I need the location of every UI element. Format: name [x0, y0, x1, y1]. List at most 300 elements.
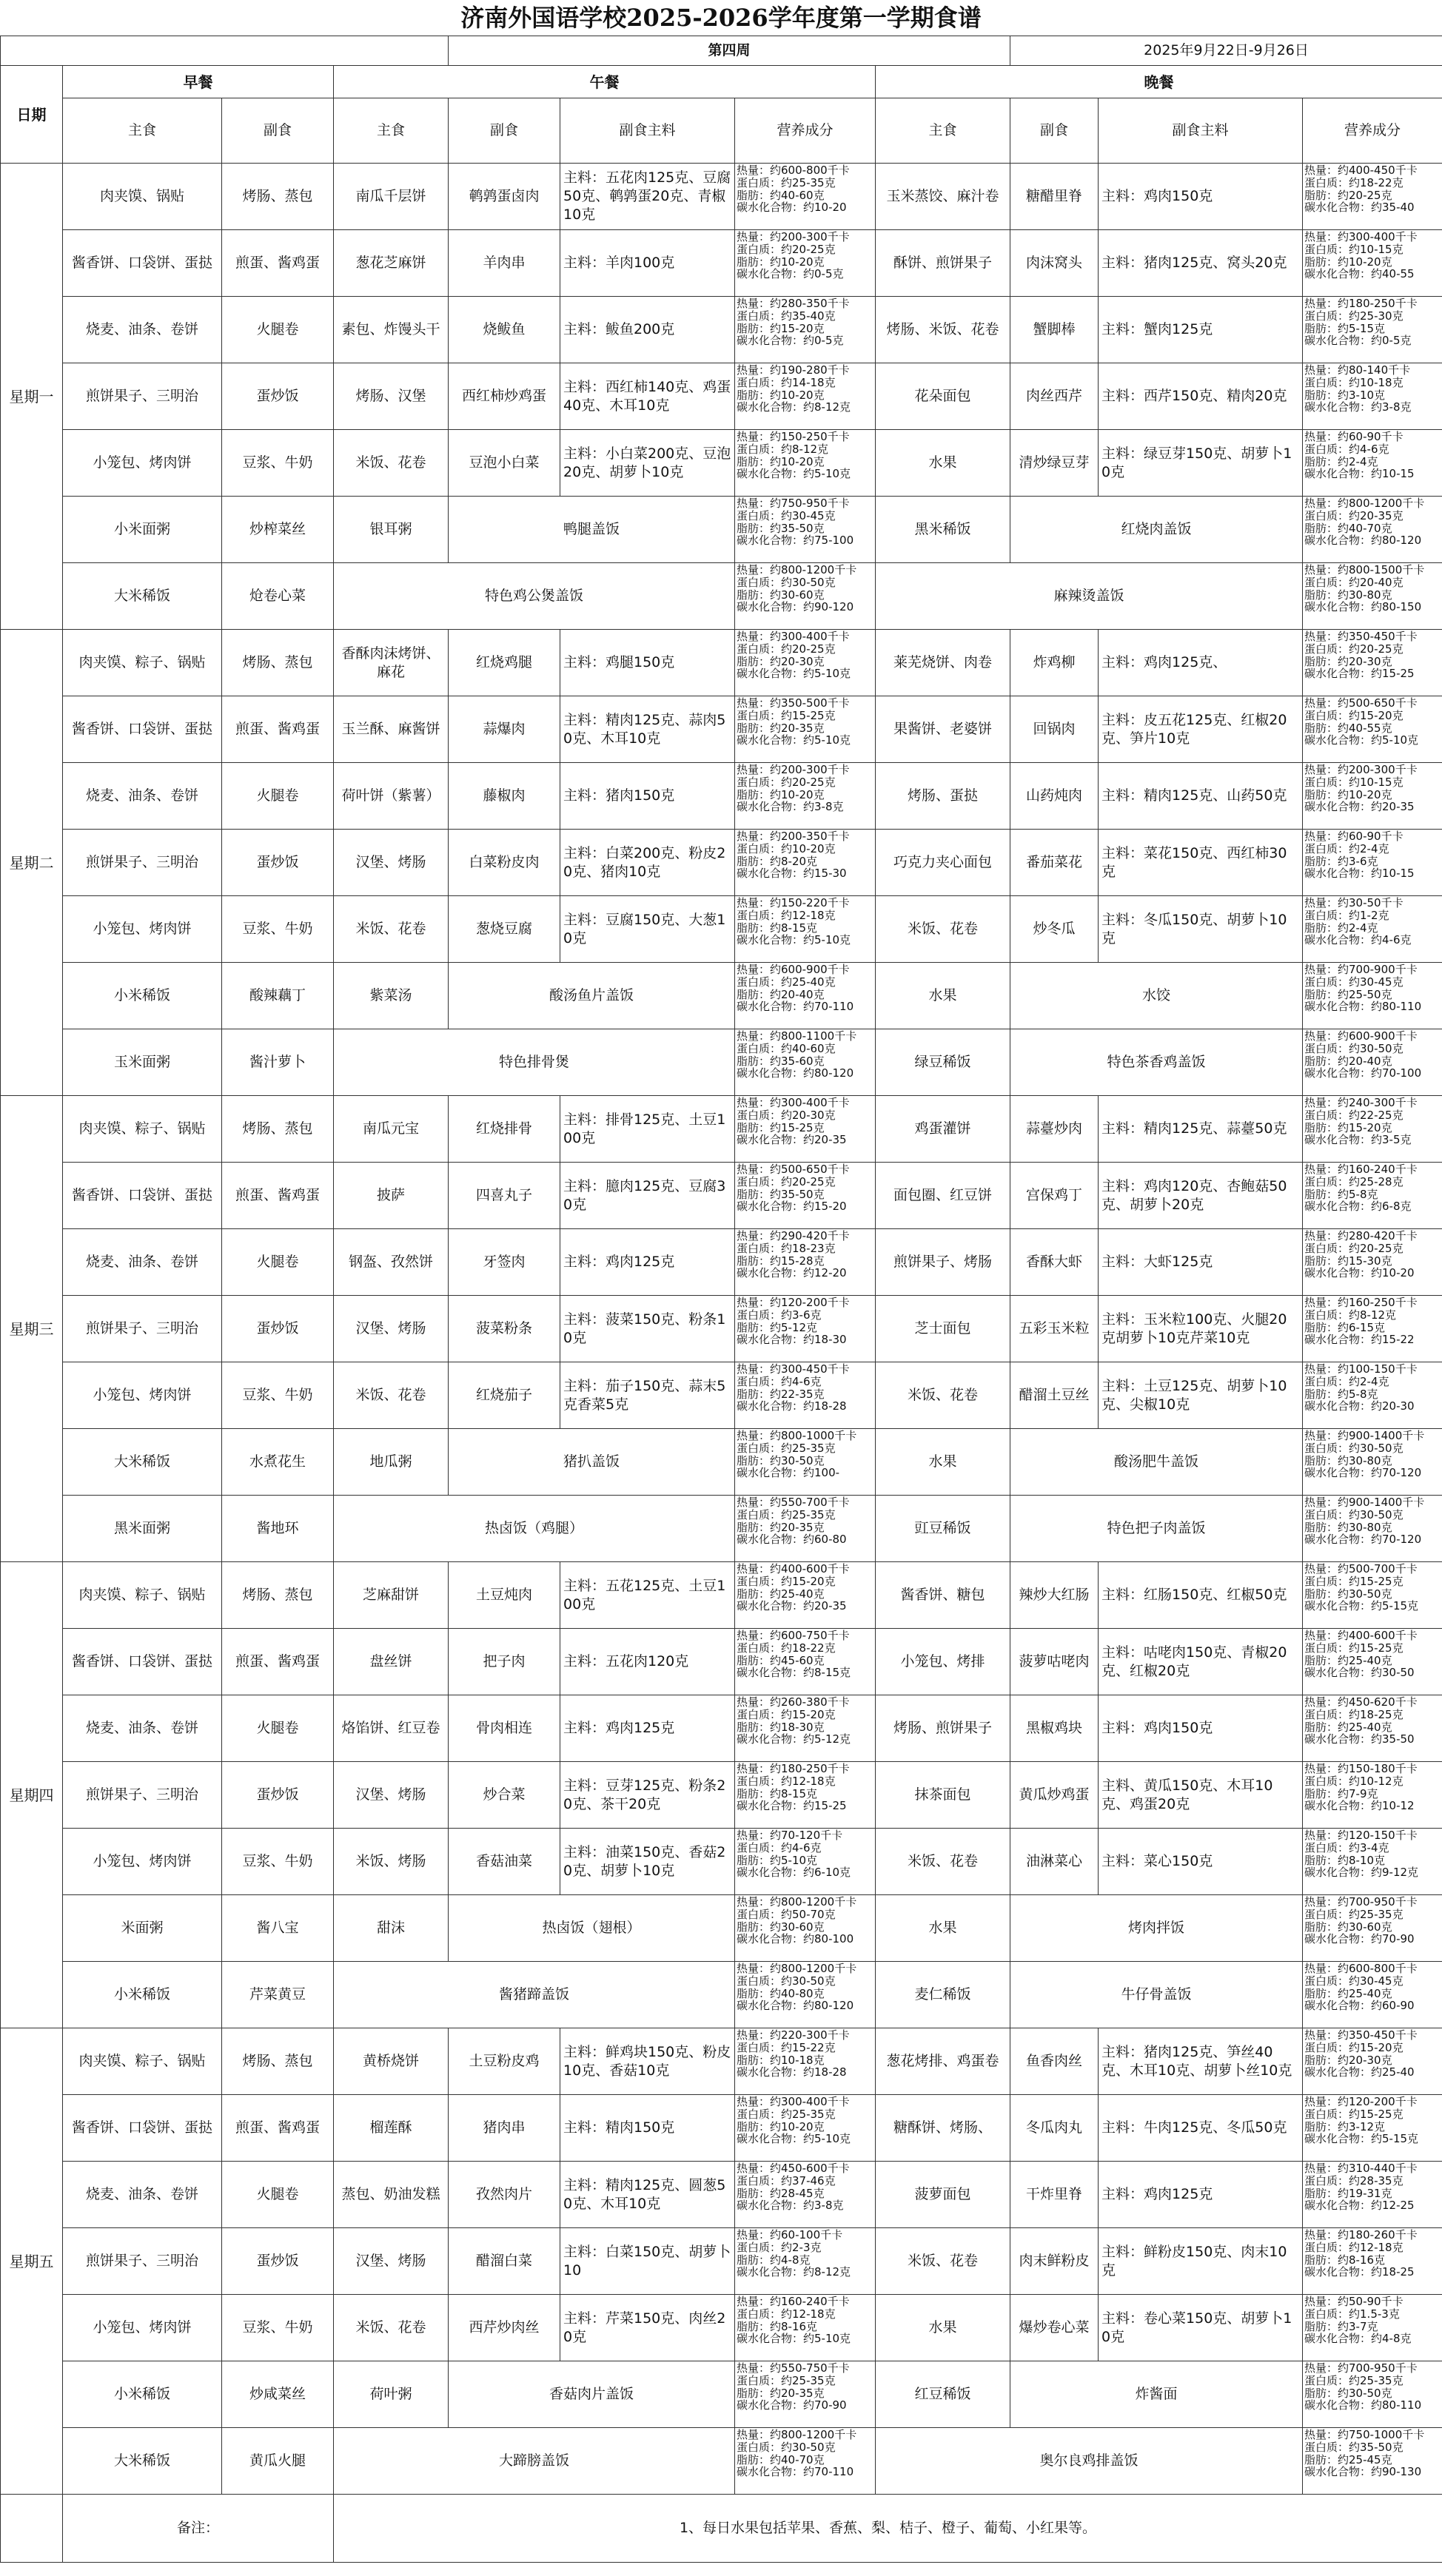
nutrition-line: 碳水化合物：约5-10克 — [737, 667, 851, 681]
nutrition-line: 热量：约280-420千卡 — [1304, 1229, 1418, 1242]
menu-row — [1, 430, 1442, 497]
breakfast-side: 蛋炒饭 — [222, 2228, 334, 2295]
dinner-staple: 绿豆稀饭 — [876, 1029, 1010, 1096]
dinner-set-meal: 麻辣烫盖饭 — [876, 563, 1303, 630]
lunch-nutrition — [735, 830, 876, 896]
dinner-side: 山药炖肉 — [1010, 763, 1099, 830]
nutrition-line: 脂肪：约8-20克 — [737, 854, 818, 868]
dinner-set-meal: 炸酱面 — [1010, 2361, 1303, 2428]
nutrition-line: 热量：约900-1400千卡 — [1304, 1429, 1425, 1442]
nutrition-line: 碳水化合物：约8-12克 — [737, 400, 851, 414]
lunch-side: 西红柿炒鸡蛋 — [449, 363, 560, 430]
nutrition-line: 脂肪：约10-20克 — [737, 388, 825, 402]
remarks-row — [1, 2495, 1442, 2563]
nutrition-line: 碳水化合物：约60-80 — [737, 1533, 847, 1547]
dinner-nutrition — [1303, 1429, 1442, 1496]
breakfast-side: 烤肠、蒸包 — [222, 164, 334, 230]
nutrition-line: 脂肪：约45-60克 — [737, 1653, 825, 1667]
column-header-row — [1, 98, 1442, 164]
breakfast-staple: 小笼包、烤肉饼 — [63, 1829, 222, 1895]
nutrition-line: 碳水化合物：约18-28 — [737, 2065, 847, 2079]
nutrition-line: 蛋白质：约20-25克 — [737, 642, 836, 656]
nutrition-line: 蛋白质：约12-18克 — [1304, 2240, 1404, 2254]
nutrition-line: 碳水化合物：约5-10克 — [737, 933, 851, 947]
dinner-set-meal: 奥尔良鸡排盖饭 — [876, 2428, 1303, 2495]
breakfast-staple: 烧麦、油条、卷饼 — [63, 2162, 222, 2228]
breakfast-side: 炒咸菜丝 — [222, 2361, 334, 2428]
lunch-main-ingredients: 主料：鲅鱼200克 — [560, 297, 735, 363]
dinner-staple: 烤肠、米饭、花卷 — [876, 297, 1010, 363]
lunch-nutrition — [735, 630, 876, 696]
nutrition-line: 碳水化合物：约5-12克 — [737, 1732, 851, 1746]
nutrition-line: 热量：约600-800千卡 — [737, 164, 850, 177]
lunch-staple: 米饭、花卷 — [334, 1362, 449, 1429]
lunch-nutrition — [735, 2228, 876, 2295]
nutrition-line: 蛋白质：约4-6克 — [1304, 442, 1389, 456]
lunch-staple: 榴莲酥 — [334, 2095, 449, 2162]
nutrition-line: 碳水化合物：约18-28 — [737, 1399, 847, 1413]
breakfast-staple: 大米稀饭 — [63, 1429, 222, 1496]
nutrition-line: 碳水化合物：约18-30 — [737, 1333, 847, 1347]
nutrition-line: 热量：约750-950千卡 — [737, 497, 850, 510]
lunch-staple: 葱花芝麻饼 — [334, 230, 449, 297]
nutrition-line: 热量：约450-620千卡 — [1304, 1695, 1418, 1709]
nutrition-line: 碳水化合物：约12-25 — [1304, 2199, 1415, 2213]
nutrition-line: 脂肪：约10-20克 — [1304, 787, 1392, 801]
nutrition-line: 热量：约160-240千卡 — [1304, 1163, 1418, 1176]
lunch-staple: 米饭、花卷 — [334, 896, 449, 963]
menu-row — [1, 963, 1442, 1029]
breakfast-staple: 煎饼果子、三明治 — [63, 1762, 222, 1829]
nutrition-line: 热量：约550-750千卡 — [737, 2361, 850, 2375]
lunch-main-ingredients: 主料：鸡肉125克 — [560, 1695, 735, 1762]
dinner-staple: 鸡蛋灌饼 — [876, 1096, 1010, 1163]
dinner-staple: 水果 — [876, 430, 1010, 497]
side-header: 副食 — [449, 98, 560, 164]
lunch-main-ingredients: 主料：五花125克、土豆100克 — [560, 1562, 735, 1629]
nutrition-line: 碳水化合物：约40-55 — [1304, 267, 1415, 281]
breakfast-side: 煎蛋、酱鸡蛋 — [222, 2095, 334, 2162]
nutrition-line: 热量：约240-300千卡 — [1304, 1096, 1418, 1109]
nutrition-line: 碳水化合物：约15-20 — [737, 1200, 847, 1214]
lunch-set-meal: 热卤饭（鸡腿） — [334, 1496, 735, 1562]
nutrition-line: 热量：约60-90千卡 — [1304, 830, 1404, 843]
nutrition-line: 蛋白质：约8-12克 — [737, 442, 829, 456]
lunch-staple: 荷叶饼（紫薯） — [334, 763, 449, 830]
dinner-nutrition — [1303, 2095, 1442, 2162]
dinner-nutrition — [1303, 2162, 1442, 2228]
nutrition-line: 热量：约50-90千卡 — [1304, 2295, 1404, 2308]
nutrition-line: 碳水化合物：约20-35 — [737, 1133, 847, 1147]
breakfast-side: 酱八宝 — [222, 1895, 334, 1962]
lunch-staple: 米饭、花卷 — [334, 2295, 449, 2361]
nutrition-line: 热量：约350-500千卡 — [737, 696, 850, 710]
nutrition-line: 热量：约600-800千卡 — [1304, 1962, 1418, 1975]
lunch-side: 香菇油菜 — [449, 1829, 560, 1895]
nutrition-line: 碳水化合物：约5-15克 — [1304, 1599, 1419, 1613]
nutrition-line: 碳水化合物：约5-10克 — [737, 733, 851, 747]
nutrition-line: 蛋白质：约15-20克 — [737, 1707, 836, 1721]
breakfast-side: 火腿卷 — [222, 297, 334, 363]
dinner-side: 爆炒卷心菜 — [1010, 2295, 1099, 2361]
dinner-nutrition — [1303, 2428, 1442, 2495]
nutrition-line: 蛋白质：约12-18克 — [737, 908, 836, 922]
lunch-staple: 甜沫 — [334, 1895, 449, 1962]
nutrition-line: 碳水化合物：约80-150 — [1304, 600, 1422, 614]
nutrition-line: 碳水化合物：约5-10克 — [737, 467, 851, 481]
dinner-staple: 米饭、花卷 — [876, 896, 1010, 963]
nutrition-line: 热量：约800-1200千卡 — [737, 1895, 857, 1909]
nutrition-line: 脂肪：约10-20克 — [737, 2119, 825, 2133]
dinner-main-ingredients: 主料：红肠150克、红椒50克 — [1099, 1562, 1303, 1629]
lunch-nutrition — [735, 1229, 876, 1296]
nutrition-line: 脂肪：约10-20克 — [737, 454, 825, 468]
nutrition-line: 碳水化合物：约25-40 — [1304, 2065, 1415, 2079]
breakfast-side: 烤肠、蒸包 — [222, 1096, 334, 1163]
lunch-nutrition — [735, 363, 876, 430]
dinner-side: 油淋菜心 — [1010, 1829, 1099, 1895]
nutrition-line: 蛋白质：约20-25克 — [737, 242, 836, 256]
nutrition-line: 脂肪：约22-35克 — [737, 1387, 825, 1401]
dinner-staple: 烤肠、煎饼果子 — [876, 1695, 1010, 1762]
nutrition-line: 蛋白质：约4-6克 — [737, 1374, 822, 1388]
lunch-nutrition — [735, 2295, 876, 2361]
nutrition-line: 蛋白质：约10-15克 — [1304, 775, 1404, 789]
nutrition-line: 蛋白质：约10-15克 — [1304, 242, 1404, 256]
nutrition-line: 脂肪：约3-10克 — [1304, 388, 1386, 402]
menu-row — [1, 2228, 1442, 2295]
lunch-side: 烧鲅鱼 — [449, 297, 560, 363]
nutrition-line: 热量：约800-1500千卡 — [1304, 563, 1425, 576]
nutrition-line: 脂肪：约35-60克 — [737, 1054, 825, 1068]
dinner-staple: 抹茶面包 — [876, 1762, 1010, 1829]
lunch-main-ingredients: 主料：鸡肉125克 — [560, 1229, 735, 1296]
lunch-staple: 汉堡、烤肠 — [334, 2228, 449, 2295]
breakfast-staple: 烧麦、油条、卷饼 — [63, 1695, 222, 1762]
nutrition-line: 蛋白质：约2-4克 — [1304, 1374, 1389, 1388]
breakfast-side: 煎蛋、酱鸡蛋 — [222, 1163, 334, 1229]
lunch-side: 土豆炖肉 — [449, 1562, 560, 1629]
lunch-set-meal: 特色鸡公煲盖饭 — [334, 563, 735, 630]
breakfast-side: 豆浆、牛奶 — [222, 1362, 334, 1429]
dinner-nutrition — [1303, 1629, 1442, 1695]
nutrition-line: 脂肪：约30-50克 — [1304, 2386, 1392, 2400]
dinner-set-meal: 红烧肉盖饭 — [1010, 497, 1303, 563]
nutrition-line: 脂肪：约3-12克 — [1304, 2119, 1386, 2133]
dinner-staple: 麦仁稀饭 — [876, 1962, 1010, 2028]
nutrition-line: 脂肪：约40-70克 — [737, 2452, 825, 2466]
menu-row — [1, 1429, 1442, 1496]
nutrition-line: 热量：约400-600千卡 — [737, 1562, 850, 1575]
nutrition-line: 蛋白质：约30-45克 — [1304, 1974, 1404, 1988]
lunch-main-ingredients: 主料：五花肉120克 — [560, 1629, 735, 1695]
breakfast-staple: 黑米面粥 — [63, 1496, 222, 1562]
lunch-nutrition — [735, 1296, 876, 1362]
lunch-nutrition — [735, 1962, 876, 2028]
nutrition-line: 热量：约700-950千卡 — [1304, 2361, 1418, 2375]
nutrition-line: 蛋白质：约20-30克 — [737, 1108, 836, 1122]
nutrition-line: 脂肪：约20-30克 — [737, 654, 825, 668]
breakfast-staple: 大米稀饭 — [63, 563, 222, 630]
nutrition-line: 碳水化合物：约5-10克 — [737, 2132, 851, 2146]
nutrition-line: 脂肪：约15-30克 — [1304, 1254, 1392, 1268]
lunch-nutrition — [735, 2428, 876, 2495]
nutrition-line: 脂肪：约30-60克 — [737, 1920, 825, 1934]
menu-row — [1, 563, 1442, 630]
nutrition-line: 蛋白质：约50-70克 — [737, 1907, 836, 1921]
nutrition-line: 蛋白质：约30-45克 — [1304, 975, 1404, 989]
menu-row — [1, 830, 1442, 896]
nutrition-line: 蛋白质：约2-3克 — [737, 2240, 822, 2254]
nutrition-line: 碳水化合物：约60-90 — [1304, 1999, 1415, 2013]
dinner-nutrition — [1303, 2228, 1442, 2295]
nutrition-line: 热量：约200-300千卡 — [737, 230, 850, 243]
breakfast-side: 豆浆、牛奶 — [222, 896, 334, 963]
breakfast-staple: 小米面粥 — [63, 497, 222, 563]
nutrition-line: 脂肪：约25-50克 — [1304, 987, 1392, 1001]
dinner-nutrition — [1303, 230, 1442, 297]
lunch-nutrition — [735, 1695, 876, 1762]
nutrition-line: 脂肪：约5-8克 — [1304, 1387, 1378, 1401]
breakfast-side: 酱汁萝卜 — [222, 1029, 334, 1096]
menu-row — [1, 2428, 1442, 2495]
nutrition-line: 热量：约180-250千卡 — [737, 1762, 850, 1775]
lunch-side: 孜然肉片 — [449, 2162, 560, 2228]
nutrition-line: 脂肪：约40-80克 — [737, 1986, 825, 2000]
breakfast-side: 酱地环 — [222, 1496, 334, 1562]
nutrition-line: 热量：约600-900千卡 — [737, 963, 850, 976]
nutrition-line: 脂肪：约8-15克 — [737, 921, 818, 935]
nutrition-line: 热量：约300-450千卡 — [737, 1362, 850, 1376]
nutrition-line: 脂肪：约20-30克 — [1304, 654, 1392, 668]
nutrition-line: 热量：约80-140千卡 — [1304, 363, 1411, 377]
nutrition-line: 碳水化合物：约70-90 — [1304, 1932, 1415, 1946]
dinner-side: 肉末鲜粉皮 — [1010, 2228, 1099, 2295]
lunch-set-meal: 香菇肉片盖饭 — [449, 2361, 735, 2428]
dinner-side: 糖醋里脊 — [1010, 164, 1099, 230]
nutrition-line: 碳水化合物：约3-8克 — [1304, 400, 1412, 414]
nutrition-line: 蛋白质：约15-20克 — [737, 1574, 836, 1588]
menu-row — [1, 1362, 1442, 1429]
dinner-main-ingredients: 主料：鸡肉150克 — [1099, 164, 1303, 230]
nutrition-line: 碳水化合物：约3-8克 — [737, 2199, 844, 2213]
nutrition-line: 碳水化合物：约8-15克 — [737, 1666, 851, 1680]
dinner-main-ingredients: 主料：蟹肉125克 — [1099, 297, 1303, 363]
breakfast-side: 蛋炒饭 — [222, 1762, 334, 1829]
nutrition-line: 脂肪：约20-30克 — [1304, 2053, 1392, 2067]
nutrition-line: 蛋白质：约15-25克 — [1304, 1641, 1404, 1655]
dinner-side: 蟹脚棒 — [1010, 297, 1099, 363]
nutrition-line: 脂肪：约10-20克 — [737, 255, 825, 269]
dinner-main-ingredients: 主料：玉米粒100克、火腿20克胡萝卜10克芹菜10克 — [1099, 1296, 1303, 1362]
dinner-side: 炸鸡柳 — [1010, 630, 1099, 696]
lunch-nutrition — [735, 1496, 876, 1562]
nutrition-line: 脂肪：约8-16克 — [1304, 2253, 1386, 2267]
nutrition-line: 蛋白质：约3-6克 — [737, 1308, 822, 1322]
breakfast-staple: 大米稀饭 — [63, 2428, 222, 2495]
breakfast-staple: 肉夹馍、粽子、锅贴 — [63, 2028, 222, 2095]
dinner-staple: 小笼包、烤排 — [876, 1629, 1010, 1695]
nutrition-line: 热量：约120-150千卡 — [1304, 1829, 1418, 1842]
lunch-nutrition — [735, 1562, 876, 1629]
dinner-main-ingredients: 主料：卷心菜150克、胡萝卜10克 — [1099, 2295, 1303, 2361]
side-main-header: 副食主料 — [1099, 98, 1303, 164]
nutrition-line: 蛋白质：约10-12克 — [1304, 1774, 1404, 1788]
nutrition-line: 碳水化合物：约0-5克 — [1304, 334, 1412, 348]
lunch-staple: 汉堡、烤肠 — [334, 1762, 449, 1829]
nutrition-line: 热量：约300-400千卡 — [737, 630, 850, 643]
lunch-nutrition — [735, 2095, 876, 2162]
nutrition-line: 热量：约550-700千卡 — [737, 1496, 850, 1509]
lunch-side: 红烧茄子 — [449, 1362, 560, 1429]
dinner-staple: 酥饼、煎饼果子 — [876, 230, 1010, 297]
meal-header-row — [1, 66, 1442, 98]
dinner-staple: 面包圈、红豆饼 — [876, 1163, 1010, 1229]
nutrition-line: 热量：约30-50千卡 — [1304, 896, 1404, 909]
nutrition-line: 脂肪：约35-50克 — [737, 1187, 825, 1201]
dinner-main-ingredients: 主料：鸡肉125克、 — [1099, 630, 1303, 696]
dinner-header: 晚餐 — [876, 66, 1442, 98]
dinner-nutrition — [1303, 1296, 1442, 1362]
nutrition-line: 蛋白质：约30-50克 — [1304, 1041, 1404, 1055]
lunch-side: 鹌鹑蛋卤肉 — [449, 164, 560, 230]
menu-row — [1, 896, 1442, 963]
dinner-main-ingredients: 主料：鸡肉120克、杏鲍菇50克、胡萝卜20克 — [1099, 1163, 1303, 1229]
breakfast-staple: 肉夹馍、粽子、锅贴 — [63, 630, 222, 696]
breakfast-staple: 酱香饼、口袋饼、蛋挞 — [63, 696, 222, 763]
nutrition-line: 蛋白质：约15-20克 — [1304, 2040, 1404, 2054]
lunch-staple: 玉兰酥、麻酱饼 — [334, 696, 449, 763]
dinner-main-ingredients: 主料：猪肉125克、笋丝40克、木耳10克、胡萝卜丝10克 — [1099, 2028, 1303, 2095]
nutrition-line: 蛋白质：约12-18克 — [737, 2307, 836, 2321]
nutrition-line: 热量：约300-400千卡 — [737, 1096, 850, 1109]
nutrition-line: 热量：约280-350千卡 — [737, 297, 850, 310]
nutrition-line: 热量：约180-260千卡 — [1304, 2228, 1418, 2242]
nutrition-line: 蛋白质：约15-22克 — [737, 2040, 836, 2054]
day-label: 星期一 — [1, 164, 63, 630]
nutrition-line: 脂肪：约19-31克 — [1304, 2186, 1392, 2200]
nutrition-line: 蛋白质：约20-25克 — [1304, 642, 1404, 656]
dinner-main-ingredients: 主料：皮五花125克、红椒20克、笋片10克 — [1099, 696, 1303, 763]
menu-row — [1, 2162, 1442, 2228]
nutrition-line: 碳水化合物：约18-25 — [1304, 2265, 1415, 2279]
lunch-staple: 钢盔、孜然饼 — [334, 1229, 449, 1296]
day-label: 星期二 — [1, 630, 63, 1096]
dinner-nutrition — [1303, 1163, 1442, 1229]
nutrition-line: 脂肪：约30-80克 — [1304, 588, 1392, 602]
nutrition-line: 脂肪：约30-60克 — [737, 588, 825, 602]
lunch-side: 白菜粉皮肉 — [449, 830, 560, 896]
lunch-main-ingredients: 主料：五花肉125克、豆腐50克、鹌鹑蛋20克、青椒10克 — [560, 164, 735, 230]
nutrition-line: 蛋白质：约15-25克 — [1304, 2107, 1404, 2121]
lunch-main-ingredients: 主料：精肉150克 — [560, 2095, 735, 2162]
nutrition-line: 热量：约300-400千卡 — [1304, 230, 1418, 243]
menu-row — [1, 2361, 1442, 2428]
dinner-main-ingredients: 主料：绿豆芽150克、胡萝卜10克 — [1099, 430, 1303, 497]
nutrition-line: 蛋白质：约1.5-3克 — [1304, 2307, 1400, 2321]
nutrition-line: 脂肪：约25-40克 — [1304, 1986, 1392, 2000]
dinner-nutrition — [1303, 1762, 1442, 1829]
nutrition-line: 蛋白质：约3-4克 — [1304, 1840, 1389, 1854]
side-header: 副食 — [1010, 98, 1099, 164]
nutrition-line: 脂肪：约20-35克 — [737, 721, 825, 735]
menu-row — [1, 1496, 1442, 1562]
nutrition-line: 碳水化合物：约5-10克 — [737, 2332, 851, 2346]
dinner-side: 清炒绿豆芽 — [1010, 430, 1099, 497]
nutrition-line: 热量：约800-1200千卡 — [737, 2428, 857, 2441]
lunch-main-ingredients: 主料：芹菜150克、肉丝20克 — [560, 2295, 735, 2361]
lunch-staple: 素包、炸馒头干 — [334, 297, 449, 363]
nutrition-line: 脂肪：约35-50克 — [737, 521, 825, 535]
breakfast-side: 豆浆、牛奶 — [222, 430, 334, 497]
nutrition-line: 蛋白质：约15-25克 — [737, 708, 836, 722]
dinner-side: 五彩玉米粒 — [1010, 1296, 1099, 1362]
nutrition-line: 脂肪：约25-45克 — [1304, 2452, 1392, 2466]
breakfast-staple: 烧麦、油条、卷饼 — [63, 297, 222, 363]
nutrition-line: 热量：约150-250千卡 — [737, 430, 850, 443]
dinner-side: 炒冬瓜 — [1010, 896, 1099, 963]
nutrition-line: 碳水化合物：约9-12克 — [1304, 1866, 1419, 1880]
lunch-set-meal: 特色排骨煲 — [334, 1029, 735, 1096]
staple-header: 主食 — [334, 98, 449, 164]
nutrition-line: 热量：约200-300千卡 — [1304, 763, 1418, 776]
dinner-side: 冬瓜肉丸 — [1010, 2095, 1099, 2162]
nutrition-line: 蛋白质：约30-50克 — [737, 2440, 836, 2454]
lunch-side: 红烧鸡腿 — [449, 630, 560, 696]
nutrition-line: 蛋白质：约18-22克 — [737, 1641, 836, 1655]
lunch-side: 菠菜粉条 — [449, 1296, 560, 1362]
lunch-main-ingredients: 主料：西红柿140克、鸡蛋40克、木耳10克 — [560, 363, 735, 430]
nutrition-line: 脂肪：约25-40克 — [737, 1587, 825, 1601]
remarks-label: 备注： — [63, 2495, 334, 2563]
nutrition-line: 碳水化合物：约90-130 — [1304, 2465, 1422, 2479]
breakfast-staple: 酱香饼、口袋饼、蛋挞 — [63, 230, 222, 297]
lunch-main-ingredients: 主料：鸡腿150克 — [560, 630, 735, 696]
nutrition-line: 蛋白质：约22-25克 — [1304, 1108, 1404, 1122]
dinner-staple: 水果 — [876, 1429, 1010, 1496]
lunch-nutrition — [735, 297, 876, 363]
lunch-main-ingredients: 主料：菠菜150克、粉条10克 — [560, 1296, 735, 1362]
nutrition-line: 蛋白质：约14-18克 — [737, 375, 836, 389]
staple-header: 主食 — [876, 98, 1010, 164]
dinner-main-ingredients: 主料：土豆125克、胡萝卜10克、尖椒10克 — [1099, 1362, 1303, 1429]
breakfast-side: 烤肠、蒸包 — [222, 2028, 334, 2095]
nutrition-line: 蛋白质：约30-50克 — [737, 575, 836, 589]
nutrition-line: 碳水化合物：约5-10克 — [1304, 733, 1419, 747]
breakfast-staple: 小米稀饭 — [63, 1962, 222, 2028]
nutrition-line: 脂肪：约8-10克 — [1304, 1853, 1386, 1867]
lunch-nutrition — [735, 1163, 876, 1229]
nutrition-line: 热量：约800-1100千卡 — [737, 1029, 857, 1043]
nutrition-line: 热量：约310-440千卡 — [1304, 2162, 1418, 2175]
date-header: 日期 — [1, 66, 63, 164]
dinner-side: 辣炒大红肠 — [1010, 1562, 1099, 1629]
dinner-main-ingredients: 主料：猪肉125克、窝头20克 — [1099, 230, 1303, 297]
lunch-side: 牙签肉 — [449, 1229, 560, 1296]
lunch-main-ingredients: 主料：豆芽125克、粉条20克、茶干20克 — [560, 1762, 735, 1829]
breakfast-side: 炝卷心菜 — [222, 563, 334, 630]
dinner-side: 黑椒鸡块 — [1010, 1695, 1099, 1762]
nutrition-line: 碳水化合物：约20-30 — [1304, 1399, 1415, 1413]
lunch-side: 羊肉串 — [449, 230, 560, 297]
lunch-main-ingredients: 主料：油菜150克、香菇20克、胡萝卜10克 — [560, 1829, 735, 1895]
dinner-main-ingredients: 主料：精肉125克、蒜薹50克 — [1099, 1096, 1303, 1163]
breakfast-side: 烤肠、蒸包 — [222, 630, 334, 696]
menu-row — [1, 696, 1442, 763]
menu-row — [1, 1829, 1442, 1895]
dinner-nutrition — [1303, 1562, 1442, 1629]
nutrition-line: 脂肪：约2-4克 — [1304, 454, 1378, 468]
